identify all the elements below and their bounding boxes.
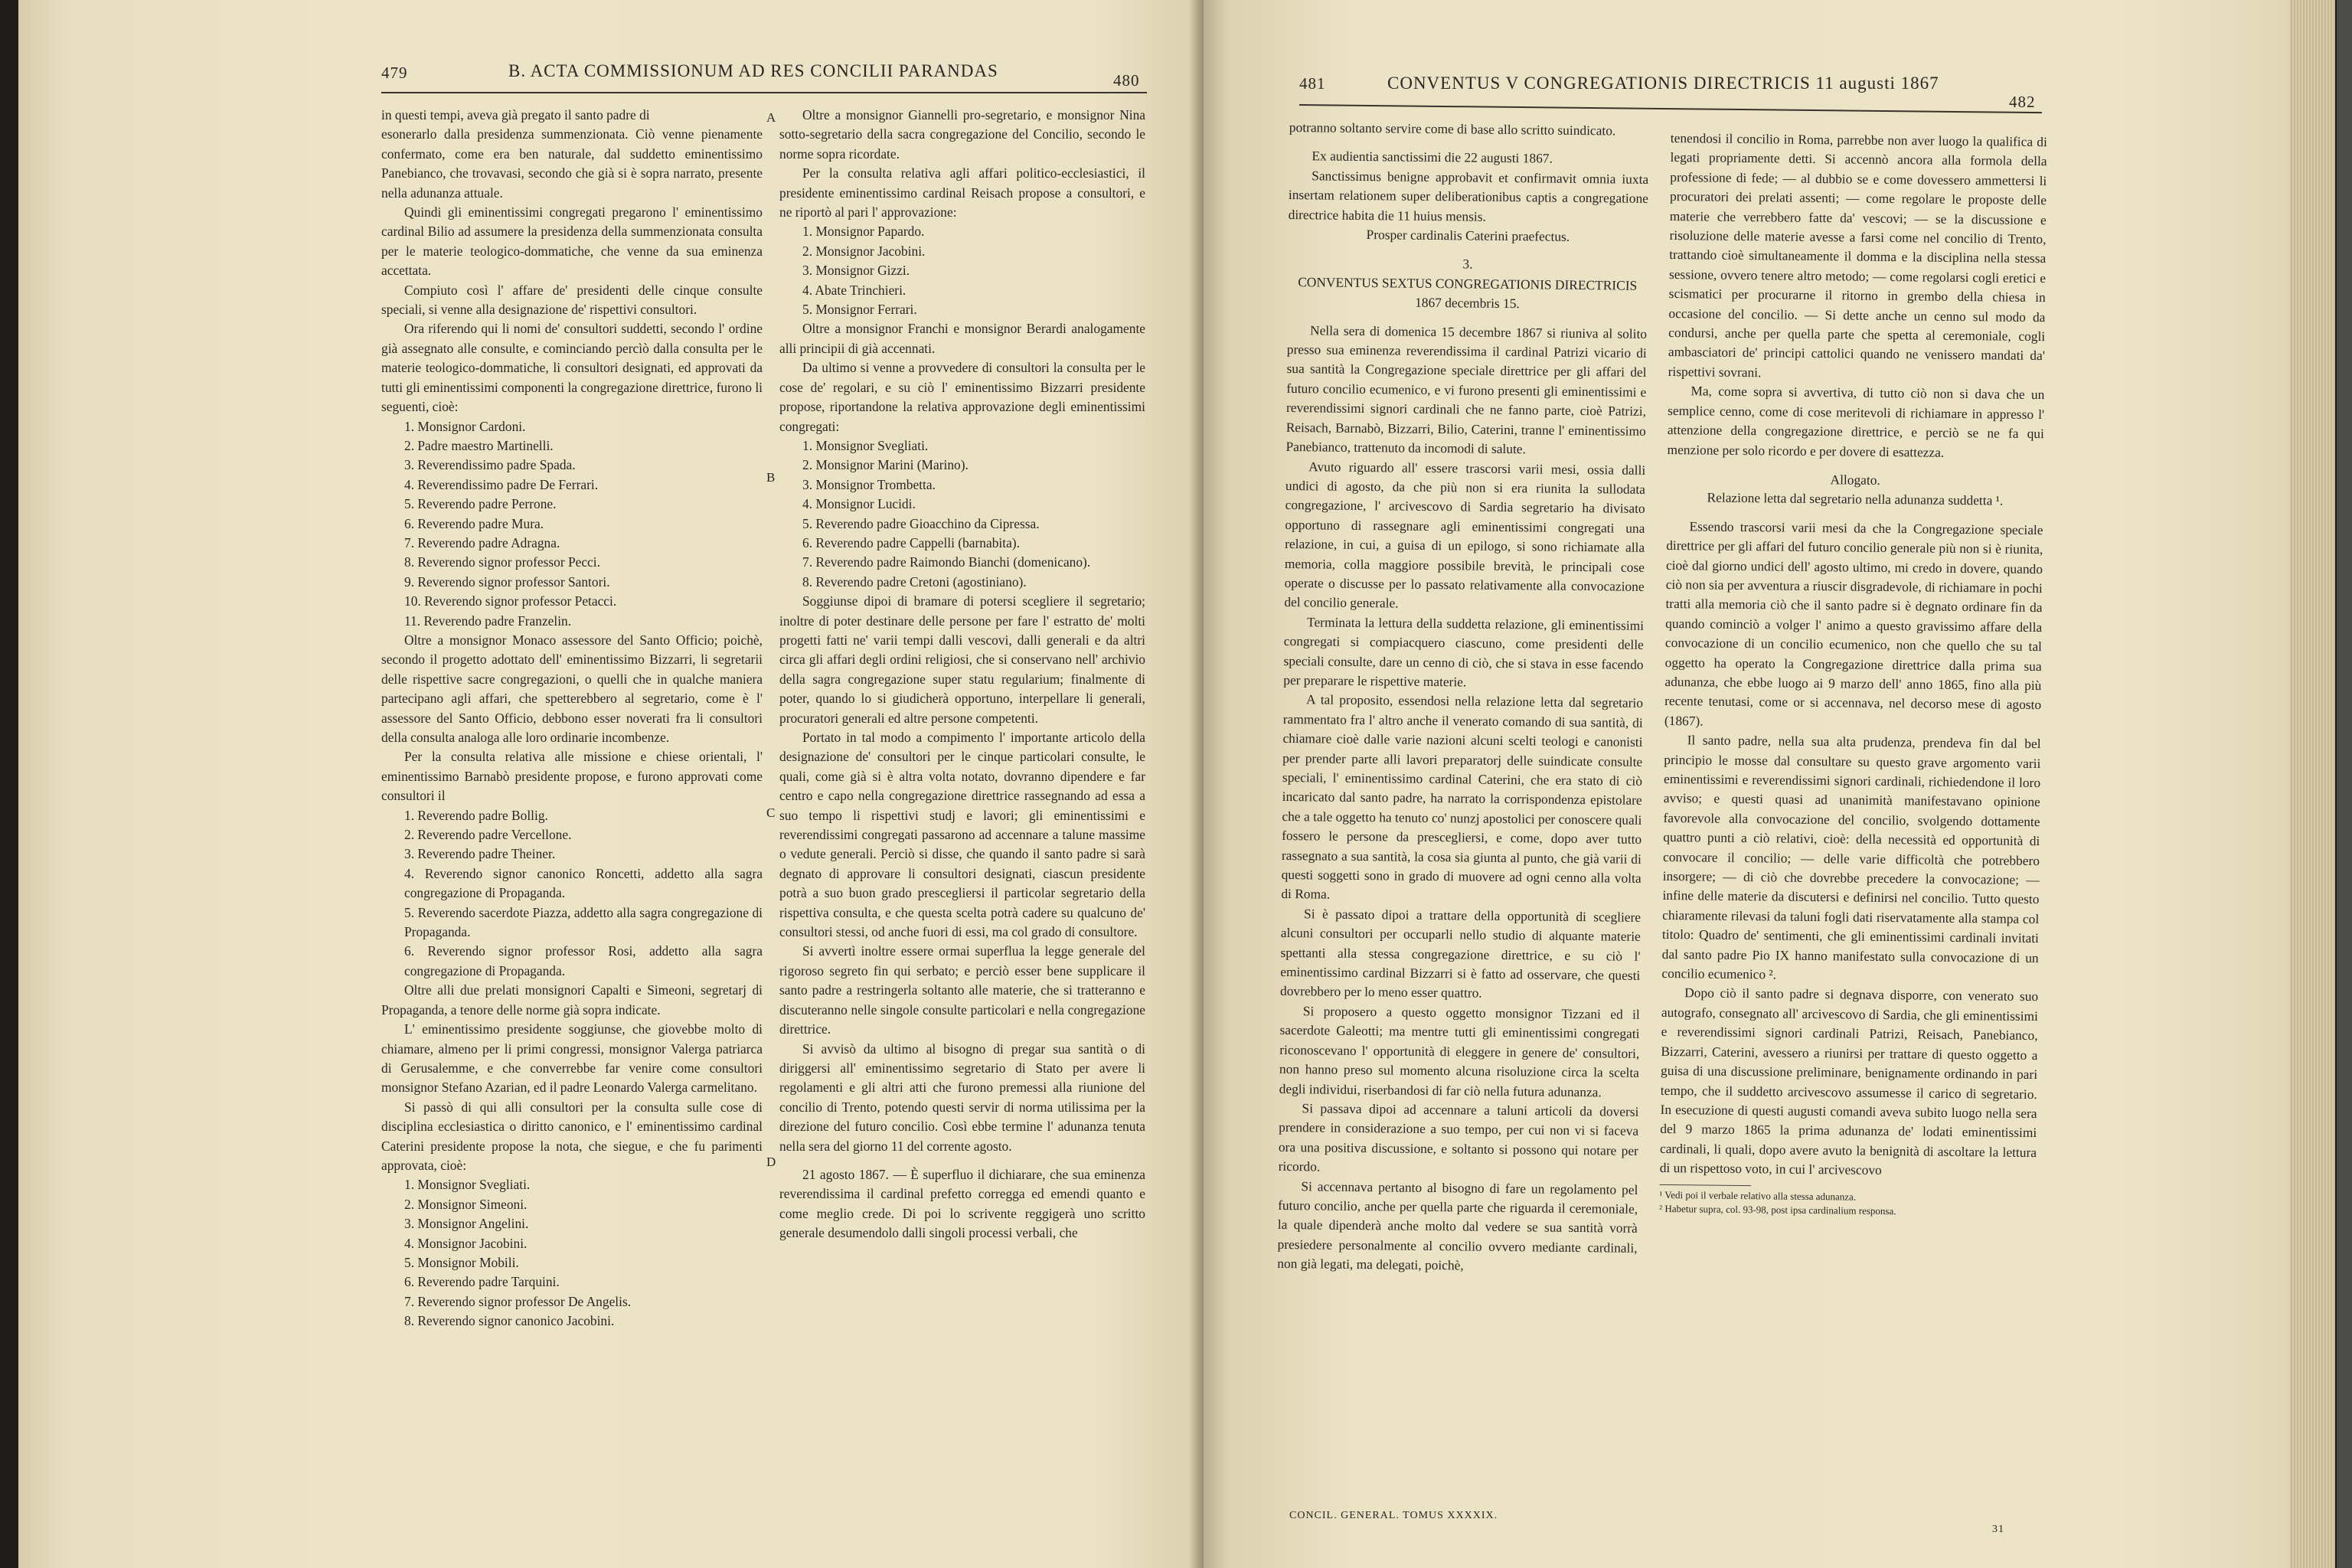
paragraph-gap [779,1156,1145,1165]
list-item: 11. Reverendo padre Franzelin. [404,612,572,629]
paragraph: Da ultimo si venne a provvedere di consultori la consulta per le cose de' regolari, e su ciò l' eminentissimo Bizzarri presidente propose, riportandone la relativa approvazione degli eminentissimi congregati: [779,360,1145,434]
list-item: 3. Monsignor Gizzi. [802,263,910,279]
paragraph: Si avvertì inoltre essere ormai superflua la legge generale del rigoroso segreto fin qui serbato; e perciò esser bene supplicare il santo padre a restringerla soltanto alle materie, che si tratteranno e discuteranno nelle singole consulte particolari e nella congregazione direttrice. [779,943,1145,1037]
list-item: 7. Reverendo signor professor De Angelis. [404,1293,632,1309]
list-item: 6. Reverendo padre Cappelli (barnabita). [802,534,1020,550]
list-item: 6. Reverendo padre Tarquini. [404,1274,560,1290]
list-item: 2. Padre maestro Martinelli. [404,437,554,453]
list-item: 1. Monsignor Svegliati. [802,437,929,453]
list-item: 8. Reverendo signor professor Pecci. [404,554,600,570]
paragraph: L' eminentissimo presidente soggiunse, che giovebbe molto di chiamare, almeno per li primi congressi, monsignor Valerga patriarca di Gerusalemme, e che converrebbe far venire come consultori monsignor Stefano Azarian, ed il padre Leonardo Valerga carmelitano. [381,1021,763,1096]
list-item: 4. Reverendissimo padre De Ferrari. [404,476,599,492]
paragraph: Oltre alli due prelati monsignori Capalti e Simeoni, segretarj di Propaganda, a tenore delle norme già sopra indicate. [381,982,763,1018]
paragraph: potranno soltanto servire come di base allo scritto suindicato. [1289,119,1616,139]
list-item: 7. Reverendo padre Raimondo Bianchi (domenicano). [802,554,1091,570]
list-item: 2. Monsignor Marini (Marino). [802,457,969,473]
list-item: 3. Monsignor Angelini. [404,1216,529,1232]
paragraph: Ex audientia sanctissimi die 22 augusti 1867. [1312,148,1553,167]
header-rule [381,92,1147,93]
list-item: 9. Reverendo signor professor Santori. [404,573,610,590]
list-item: 8. Reverendo signor canonico Jacobini. [404,1313,615,1329]
list-item: 6. Reverendo signor professor Rosi, addetto alla sagra congregazione di Propaganda. [404,943,763,978]
list-item: 3. Monsignor Trombetta. [802,476,936,492]
left-page-number: 479 [381,64,408,82]
left-page-number-right: 480 [1113,71,1140,90]
footnote-separator [1660,1184,1752,1185]
paragraph: Compiuto così l' affare de' presidenti delle cinque consulte speciali, si venne alla designazione de' rispettivi consultori. [381,282,763,318]
list-item: 4. Monsignor Lucidi. [802,496,916,512]
list-item: 1. Reverendo padre Bollig. [404,807,548,823]
paragraph: Sanctissimus benigne approbavit et confirmavit omnia iuxta insertam relationem super deliberationibus captis a congregatione directrice habita die 11 huius mensis. [1288,168,1649,224]
paragraph: Oltre a monsignor Monaco assessore del Santo Officio; poichè, secondo il progetto adottato dell' eminentissimo Bizzarri, li segretarii delle rispettive sacre congregazioni, o quelli che in qualche maniera partecipano agli affari, che spetterebbero al segretario, come è l' assessore del Santo Officio, debbono esser noverati fra li consultori della consulta analoga alle loro ordinarie incombenze. [381,632,763,745]
left-column-2 [779,106,1145,1243]
list-item: 6. Reverendo padre Mura. [404,515,544,531]
paragraph: Prosper cardinalis Caterini praefectus. [1366,227,1570,244]
section-heading: 3. [1462,256,1473,272]
footer-signature: CONCIL. GENERAL. TOMUS XXXXIX. [1289,1510,1498,1521]
paragraph: Si passava dipoi ad accennare a taluni articoli da doversi prendere in considerazione a suo tempo, per cui non vi si faceva ora una positiva discussione, e soltanto si possono qui notare per ricordo. [1278,1100,1639,1174]
footnote: ¹ Vedi poi il verbale relativo alla stessa adunanza. [1659,1188,1857,1203]
list-item: 4. Monsignor Jacobini. [404,1235,528,1251]
section-heading: Relazione letta dal segretario nella adunanza suddetta ¹. [1707,489,2004,508]
section-heading: CONVENTUS SEXTUS CONGREGATIONIS DIRECTRICIS 1867 decembris 15. [1298,273,1638,312]
signature-number: 31 [1992,1524,2004,1535]
margin-letter: B [766,470,776,485]
paragraph: tenendosi il concilio in Roma, parrebbe non aver luogo la qualifica di legati propriamente detti. Si accennò ancora alla formola della professione di fede; — al dubbio se e come dovessero ammettersi li procuratori dei prelati assenti; — come regolare le proposte delle materie che verrebbero fatte da' vescovi; — se la discussione e risoluzione delle materie avesse a farsi come nel concilio di Trento, trattando cioè simultaneamente il domma e la disciplina nella stessa sessione, ovvero tenere altro metodo; — come regolarsi cogli eretici e scismatici per procurarne il ritorno in grembo della chiesa in occasione del concilio. — Si dette anche un cenno sul modo da condursi, anche per quella parte che spetta al ceremoniale, cogli ambasciatori de' principi cattolici quando ne venissero mandati da' rispettivi sovrani. [1668,129,2047,381]
page-edges [2289,0,2335,1568]
paragraph: Essendo trascorsi varii mesi da che la Congregazione speciale direttrice per gli affari del futuro concilio generale più non si è riunita, cioè dal giorno undici dell' agosto ultimo, mi credo in dovere, quando ciò non sia per avventura a riuscir disgradevole, di richiamare in pochi tratti alla memoria ciò che il santo padre si è degnato ordinare fin da quando cominciò a volger l' animo a questo gravissimo affare della convocazione di un concilio ecumenico, non che quello che su tal oggetto ha operato la Congregazione direttrice dalla prima sua adunanza, che ebbe luogo ai 9 marzo dell' anno 1865, fino alla più recente tenutasi, come or si accennava, nel decorso mese di agosto (1867). [1664,518,2043,729]
background-strip [2337,0,2352,1568]
list-item: 7. Reverendo padre Adragna. [404,534,560,550]
paragraph: Portato in tal modo a compimento l' importante articolo della designazione de' consultori per le cinque particolari consulte, le quali, come già si è altra volta notato, dovranno dipendere e far centro e capo nella congregazione direttrice rassegnando ad essa a suo tempo li rispettivi studj e lavori; gli eminentissimi e reverendissimi congregati passarono ad accennare a talune massime o vedute generali. Perciò si disse, che quando il santo padre si sarà degnato di approvare li consultori designati, ciascun presidente potrà a suo buon grado prescegliersi il particolar segretario della rispettiva consulta, e che questa scelta potrà cadere su qualcuno de' consultori stessi, od anche fuori di essi, ma col grado di consultore. [779,730,1145,940]
list-item: 1. Monsignor Papardo. [802,224,925,240]
section-heading: Allogato. [1830,472,1880,488]
list-item: 8. Reverendo padre Cretoni (agostiniano). [802,573,1027,590]
paragraph: Dopo ciò il santo padre si degnava disporre, con venerato suo autografo, consegnato all' arcivescovo di Sardia, che gli eminentissimi e reverendissimi signori cardinali Patrizi, Reisach, Panebianco, Bizzarri, Caterini, avessero a riunirsi per trattare di questo oggetto a guisa di una discussione preliminare, benignamente ordinando in pari tempo, che il suddetto arcivescovo assumesse il carico di segretario. In esecuzione di questi augusti comandi aveva subito luogo nella sera del 9 marzo 1865 la prima adunanza de' lodati eminentissimi cardinali, li quali, dopo avere avuto la benignità di ascoltare la lettura di un rispettoso voto, in cui l' arcivescovo [1659,985,2039,1178]
list-item: 2. Monsignor Jacobini. [802,243,926,259]
paragraph: Si avvisò da ultimo al bisogno di pregar sua santità o di diriggersi all' eminentissimo segretario di Stato per avere li regolamenti e gli altri atti che furono premessi alla riunione del concilio di Trento, potendo questi servir di norma utilissima per la direzione del futuro concilio. Così ebbe termine l' adunanza tenuta nella sera del giorno 11 del corrente agosto. [779,1040,1145,1154]
paragraph: A tal proposito, essendosi nella relazione letta dal segretario rammentato fra l' altro anche il venerato comando di sua santità, di chiamare cioè dalle varie nazioni alcuni scelti teologi e canonisti per prender parte alli lavori preparatorj delle suindicate consulte speciali, l' eminentissimo cardinal Caterini, che era stato di ciò incaricato dal santo padre, ha narrato la corrispondenza epistolare che a tale oggetto ha tenuto co' nunzj apostolici per conoscere quali fossero le persone da prescegliersi, e come, dopo aver tutto rassegnato a sua santità, la cosa sia giunta al punto, che già varii di questi soggetti sono in grado di muovere ad ogni cenno alla volta di Roma. [1281,691,1644,903]
paragraph: Si passò di qui alli consultori per la consulta sulle cose di disciplina ecclesiastica o diritto canonico, e l' eminentissimo cardinal Caterini presidente propose la nota, che siegue, e che fu parimenti approvata, cioè: [381,1099,763,1173]
left-page [18,0,1204,1568]
paragraph: Soggiunse dipoi di bramare di potersi scegliere il segretario; inoltre di poter destinare delle persone per fare l' estratto de' molti progetti fatti ne' varii tempi dalli vescovi, dalli generali e da altri circa gli affari degli ordini religiosi, che si conservano nell' archivio della sagra congregazione super statu regularium; finalmente di poter, quando lo si giudicherà opportuno, interpellare li generali, procuratori generali ed altre persone competenti. [779,593,1145,726]
paragraph: Per la consulta relativa alle missione e chiese orientali, l' eminentissimo Barnabò presidente propose, e furono approvati come consultori il [381,749,763,804]
right-column-1 [1277,118,1649,1277]
list-item: 4. Abate Trinchieri. [802,282,906,298]
paragraph: Quindi gli eminentissimi congregati pregarono l' eminentissimo cardinal Bilio ad assumere la presidenza della summenzionata consulta per le materie teologico-dommatiche, che venne da sua eminenza accettata. [381,204,763,279]
paragraph: esonerarlo dalla presidenza summenzionata. Ciò venne pienamente confermato, come era ben naturale, dal suddetto eminentissimo Panebianco, che trovavasi, secondo che già si è sopra narrato, presente nella adunanza attuale. [381,126,763,201]
paragraph: Si accennava pertanto al bisogno di fare un regolamento pel futuro concilio, anche per quella parte che riguarda il ceremoniale, la quale dipenderà anche molto dal vedere se sua santità vorrà presiedere personalmente al concilio ovvero mediante cardinali, non già legati, ma delegati, poichè, [1277,1178,1638,1273]
margin-letter: A [766,110,776,125]
right-page-number: 481 [1299,74,1326,93]
list-item: 1. Monsignor Svegliati. [404,1177,531,1193]
list-item: 1. Monsignor Cardoni. [404,418,526,434]
list-item: 5. Reverendo padre Perrone. [404,496,557,512]
margin-letter: C [766,805,776,820]
list-item: 5. Reverendo sacerdote Piazza, addetto alla sagra congregazione di Propaganda. [404,904,763,940]
paragraph: in questi tempi, aveva già pregato il santo padre di [381,107,650,122]
list-item: 5. Monsignor Mobili. [404,1254,519,1270]
list-item: 4. Reverendo signor canonico Roncetti, addetto alla sagra congregazione di Propaganda. [404,865,763,901]
list-item: 10. Reverendo signor professor Petacci. [404,593,617,609]
left-running-title: B. ACTA COMMISSIONUM AD RES CONCILII PARANDAS [508,61,998,80]
right-column-2 [1659,129,2047,1220]
paragraph: Avuto riguardo all' essere trascorsi varii mesi, ossia dalli undici di agosto, da che più non si era riunita la sullodata congregazione, l' arcivescovo di Sardia segretario ha divisato opportuno di rassegnare agli eminentissimi congregati una relazione, in cui, a guisa di un epilogo, si sono richiamate alla memoria, colla maggiore possibile brevità, le principali cose operate o discusse per lo passato relativamente alla convocazione del concilio generale. [1284,458,1646,611]
right-page-number-right: 482 [2009,93,2036,111]
paragraph: Si è passato dipoi a trattare della opportunità di scegliere alcuni consultori per occuparli nello studio di alquante materie spettanti alla stessa congregazione direttrice, e su ciò l' eminentissimo cardinal Bizzarri si è fatto ad osservare, che questi dovrebbero per lo meno esser quattro. [1279,906,1642,1001]
list-item: 3. Reverendo padre Theiner. [404,846,556,862]
left-column-1 [381,106,763,1331]
right-running-title: CONVENTUS V CONGREGATIONIS DIRECTRICIS 11 augusti 1867 [1387,74,1939,93]
right-page [1204,0,2331,1568]
paragraph: 21 agosto 1867. — È superfluo il dichiarare, che sua eminenza reverendissima il cardinal prefetto corregga ed emendi quanto e come meglio crede. Di poi lo scrivente reggigerà uno scritto generale desumendolo dalli singoli processi verbali, che [779,1166,1145,1241]
paragraph: Oltre a monsignor Giannelli pro-segretario, e monsignor Nina sotto-segretario della sacra congregazione del Concilio, secondo le norme sopra ricordate. [779,107,1145,162]
list-item: 2. Monsignor Simeoni. [404,1196,528,1212]
list-item: 5. Monsignor Ferrari. [802,302,917,318]
list-item: 3. Reverendissimo padre Spada. [404,457,576,473]
paragraph: Ora riferendo qui li nomi de' consultori suddetti, secondo l' ordine già assegnato alle consulte, e cominciando percìò dalla consulta per le materie teologico-dommatiche, li consultori designati, ed approvati da tutti gli eminentissimi componenti la congregazione direttrice, furono li seguenti, cioè: [381,321,763,415]
list-item: 5. Reverendo padre Gioacchino da Cipressa. [802,515,1040,531]
paragraph: Il santo padre, nella sua alta prudenza, prendeva fin dal bel principio le mosse dal consultare su questo grave argomento varii eminentissimi e reverendissimi signori cardinali, richiedendone il loro avviso; e questi quasi ad unanimità manifestavano opinione favorevole alla convocazione del concilio, svolgendo dottamente quattro punti a ciò relativi, cioè: della necessità ed opportunità di convocare il concilio; — delle varie difficoltà che potrebbero insorgere; — di ciò che dovrebbe precedere la convocazione; — infine delle materie da discutersi e definirsi nel concilio. Tutto questo chiaramente rilevasi da taluni fogli dati riservatamente alla stampa col titolo: Quadro de' sentimenti, che gli eminentissimi cardinali invitati dal santo padre Pio IX hanno manifestato sulla convocazione di un concilio ecumenico ². [1661,732,2041,982]
paragraph: Ma, come sopra si avvertiva, di tutto ciò non si dava che un semplice cenno, come di cose meritevoli di richiamare in appresso l' attenzione della congregazione direttrice, e perciò se ne fa qui menzione per solo ricordo e per dovere di esattezza. [1667,383,2045,460]
paragraph: Nella sera di domenica 15 decembre 1867 si riuniva al solito presso sua eminenza reverendissima il cardinal Patrizi vicario di sua santità la Congregazione speciale direttrice per gli affari del futuro concilio ecumenico, e vi furono presenti gli eminentissimi e reverendissimi signori cardinali che ne fanno parte, cioè Patrizi, Reisach, Barnabò, Bizzarri, Bilio, Caterini, tranne l' eminentissimo Panebianco, trattenuto da incomodi di salute. [1285,322,1648,457]
paragraph: Si proposero a questo oggetto monsignor Tizzani ed il sacerdote Galeotti; ma mentre tutti gli eminentissimi congregati riconoscevano l' opportunità di eleggere in genere de' consultori, non hanno preso sul momento alcuna risoluzione circa la scelta degli individui, riserbandosi di far ciò nella futura adunanza. [1279,1003,1640,1099]
header-rule [1299,104,2042,113]
footnote: ² Habetur supra, col. 93-98, post ipsa cardinalium responsa. [1659,1202,1896,1217]
paragraph: Terminata la lettura della suddetta relazione, gli eminentissimi congregati si compiacquero ciascuno, come presidenti delle speciali consulte, dare un cenno di ciò, che si stava in esse facendo per preparare le rispettive materie. [1283,614,1645,690]
paragraph: Per la consulta relativa agli affari politico-ecclesiastici, il presidente eminentissimo cardinal Reisach propose a consultori, e ne riportò al pari l' approvazione: [779,165,1145,220]
margin-letter: D [766,1155,776,1169]
list-item: 2. Reverendo padre Vercellone. [404,827,572,843]
paragraph: Oltre a monsignor Franchi e monsignor Berardi analogamente alli principii di già accennati. [779,321,1145,356]
